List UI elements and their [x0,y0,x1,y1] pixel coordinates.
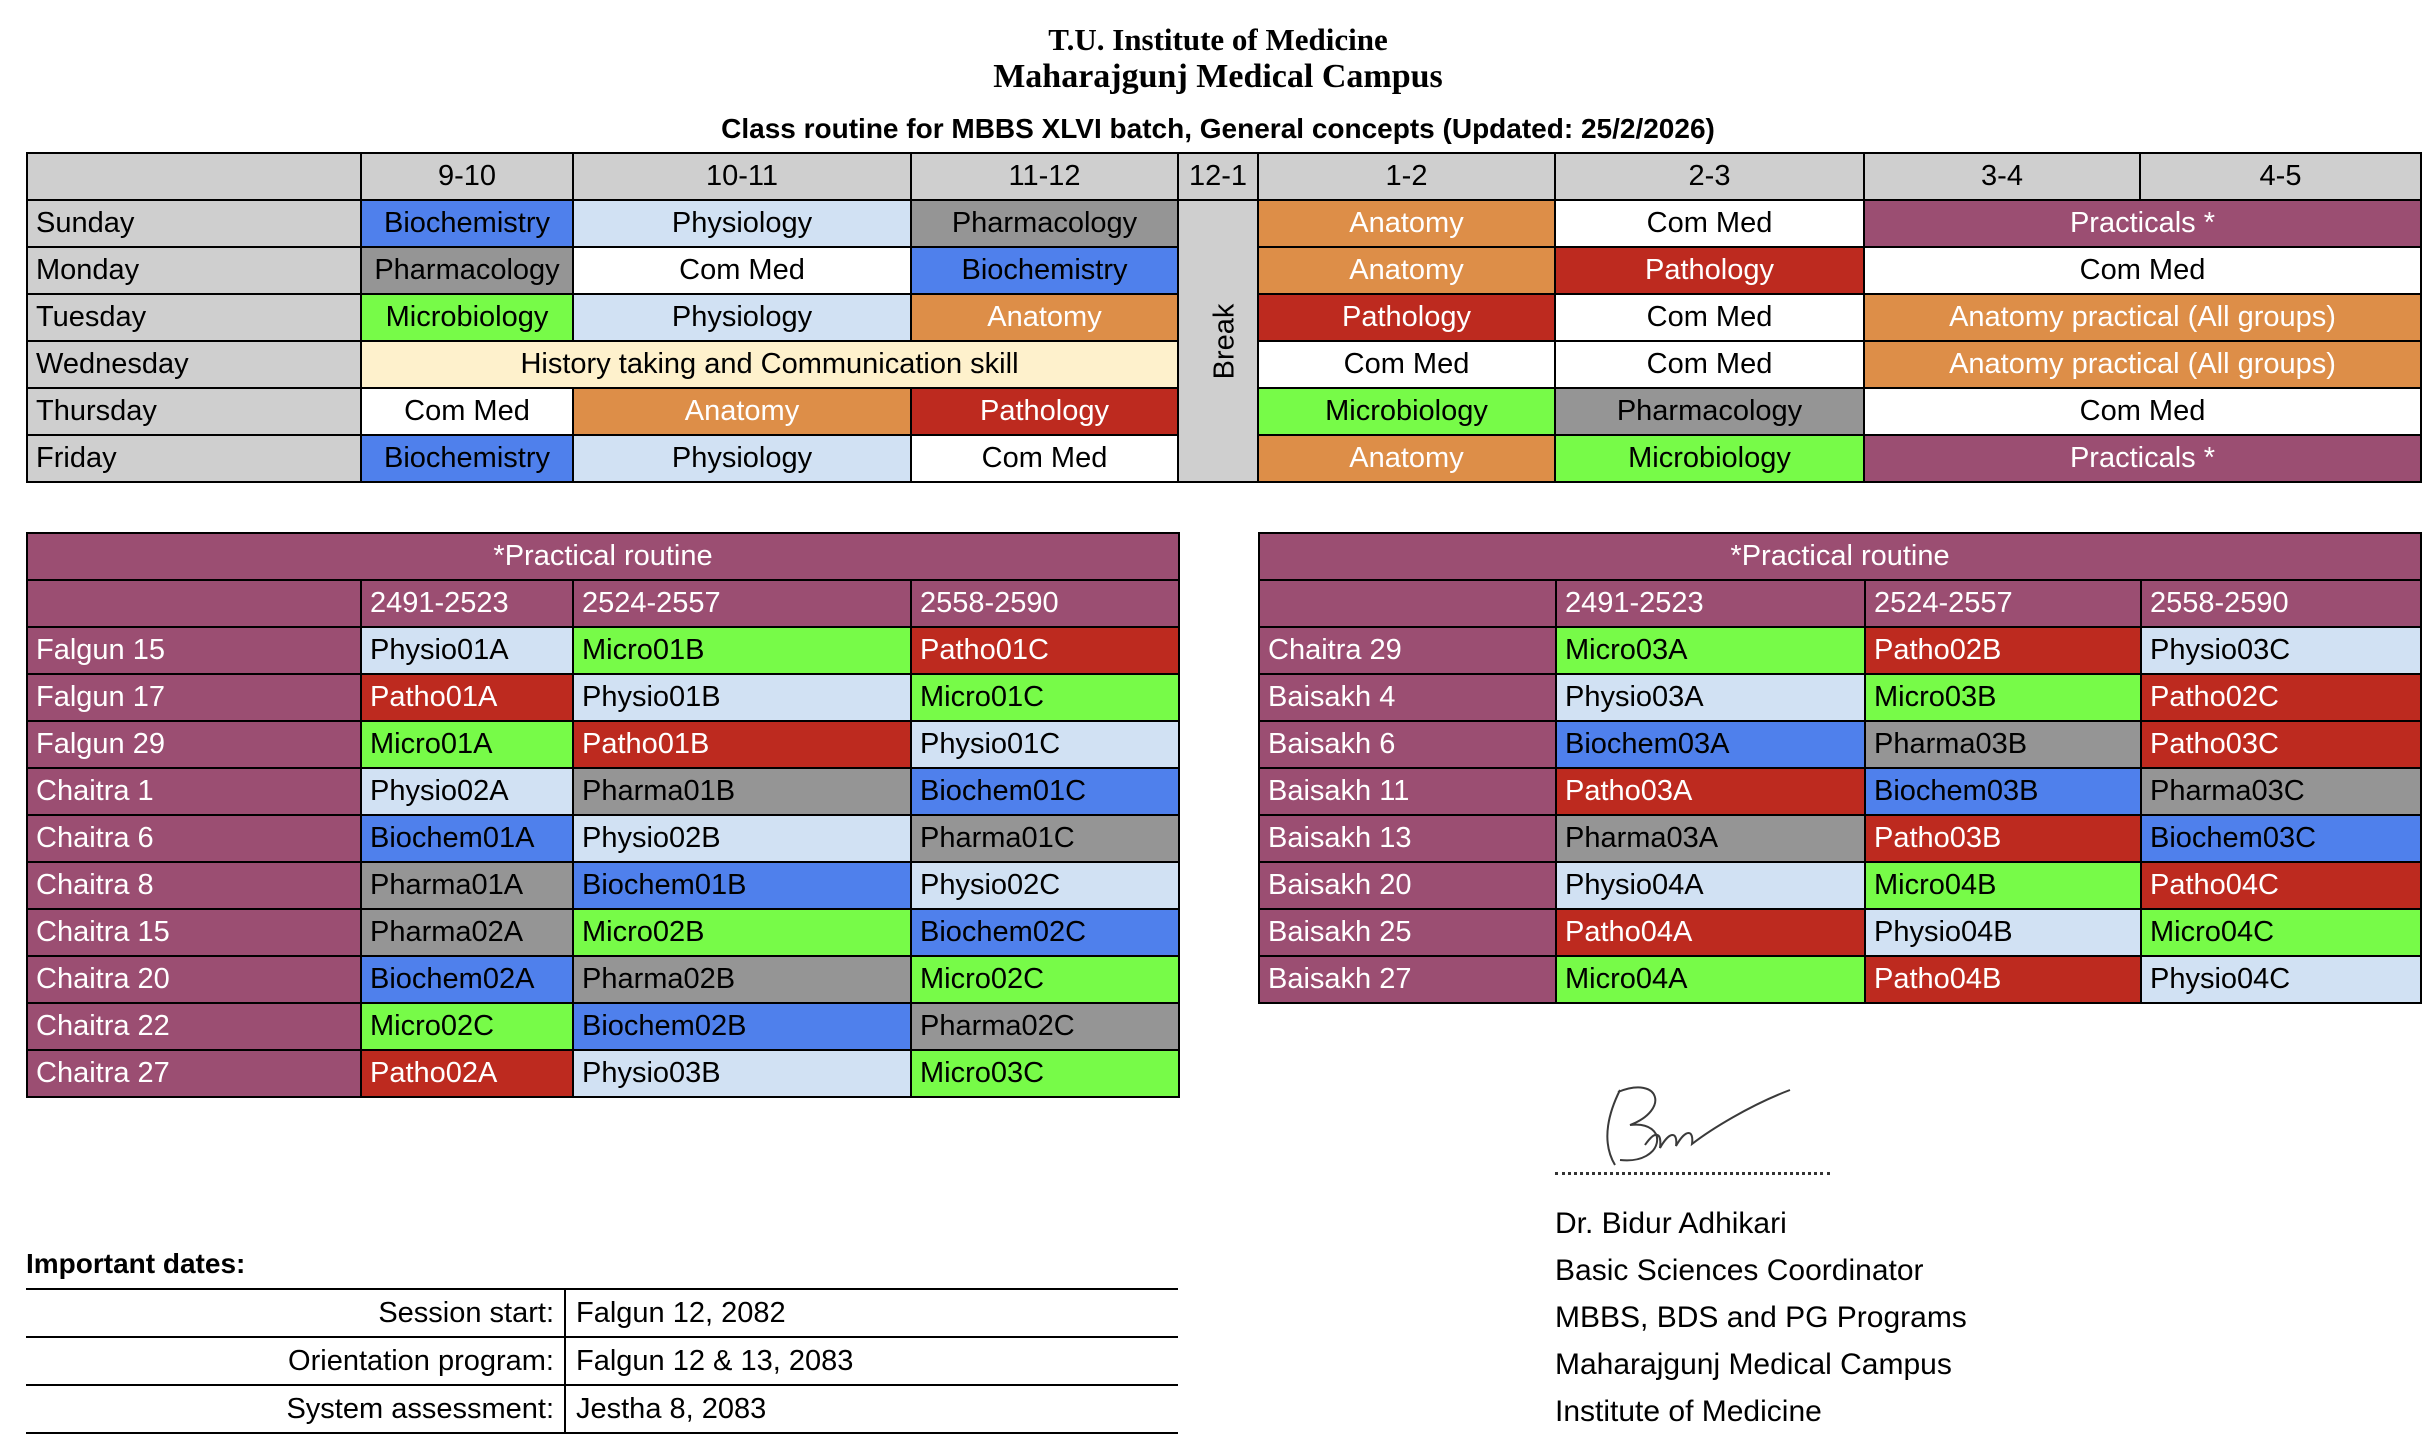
practical-routine-title: *Practical routine [27,533,1179,580]
handwritten-signature [1590,1070,1810,1180]
practical-group-cell: Patho04A [1556,909,1865,956]
practical-group-cell: Patho01A [361,674,573,721]
practical-group-cell: Micro02C [911,956,1179,1003]
practical-group-cell: Physio03C [2141,627,2421,674]
day-label: Thursday [27,388,361,435]
practical-date: Baisakh 6 [1259,721,1556,768]
practical-group-cell: Physio04C [2141,956,2421,1003]
practical-group-cell: Biochem02A [361,956,573,1003]
practical-group-cell: Micro02B [573,909,911,956]
practical-row [1259,815,2421,862]
practical-row [27,815,1179,862]
practical-group-cell: Micro04B [1865,862,2141,909]
class-cell: Biochemistry [361,435,573,482]
practical-routine-title: *Practical routine [1259,533,2421,580]
class-cell: Practicals * [1864,435,2421,482]
class-cell: Com Med [1555,294,1864,341]
date-row [26,1288,1178,1336]
practical-routine-table-right [1258,532,2422,1004]
day-label: Wednesday [27,341,361,388]
class-cell: Com Med [361,388,573,435]
practical-date: Baisakh 20 [1259,862,1556,909]
practical-group-cell: Patho02B [1865,627,2141,674]
class-cell: Com Med [1555,341,1864,388]
practical-row [1259,909,2421,956]
practical-group-cell: Pharma03A [1556,815,1865,862]
practical-date: Chaitra 6 [27,815,361,862]
class-cell: Physiology [573,200,911,247]
practical-group-cell: Patho04B [1865,956,2141,1003]
practical-row [27,956,1179,1003]
practical-group-cell: Biochem03C [2141,815,2421,862]
practical-group-cell: Physio03B [573,1050,911,1097]
practical-date: Chaitra 20 [27,956,361,1003]
practical-row [27,909,1179,956]
practical-date: Falgun 17 [27,674,361,721]
break-cell [1178,200,1258,482]
practical-routine-table-left [26,532,1180,1098]
practical-date: Baisakh 13 [1259,815,1556,862]
time-slot: 9-10 [361,153,573,200]
practical-group-cell: Physio01A [361,627,573,674]
institute-title: T.U. Institute of Medicine [1048,22,1388,57]
date-row [26,1384,1178,1434]
group-header: 2524-2557 [1865,580,2141,627]
group-header: 2558-2590 [2141,580,2421,627]
signature-line [1555,1172,1830,1175]
practical-date: Chaitra 22 [27,1003,361,1050]
practical-group-cell: Biochem01A [361,815,573,862]
date-value: Falgun 12, 2082 [576,1296,786,1329]
class-cell: Pathology [911,388,1178,435]
campus-title: Maharajgunj Medical Campus [993,58,1443,95]
group-header-blank [27,580,361,627]
practical-row [27,674,1179,721]
group-header: 2524-2557 [573,580,911,627]
practical-group-cell: Micro03C [911,1050,1179,1097]
class-cell: Pathology [1555,247,1864,294]
group-header: 2558-2590 [911,580,1179,627]
date-label: Session start: [26,1290,566,1336]
practical-date: Baisakh 11 [1259,768,1556,815]
class-cell: Com Med [1864,247,2421,294]
practical-row [27,721,1179,768]
time-slot: 4-5 [2140,153,2421,200]
day-row-sunday [27,200,2421,247]
class-cell: Pharmacology [1555,388,1864,435]
time-slot: 10-11 [573,153,911,200]
time-slot: 12-1 [1178,153,1258,200]
class-cell: Anatomy [1258,200,1555,247]
practical-group-cell: Physio01B [573,674,911,721]
class-cell: Pharmacology [911,200,1178,247]
practical-group-cell: Patho04C [2141,862,2421,909]
practical-row [1259,862,2421,909]
day-label: Friday [27,435,361,482]
practical-row [1259,674,2421,721]
date-label: System assessment: [26,1386,566,1432]
class-cell: Com Med [1555,200,1864,247]
practical-group-cell: Pharma02C [911,1003,1179,1050]
practical-group-cell: Micro03B [1865,674,2141,721]
time-slot: 11-12 [911,153,1178,200]
signatory-role: Basic Sciences Coordinator [1555,1254,1924,1287]
practical-group-cell: Pharma03C [2141,768,2421,815]
practical-group-cell: Pharma03B [1865,721,2141,768]
practical-group-cell: Pharma01A [361,862,573,909]
practical-group-cell: Physio03A [1556,674,1865,721]
routine-subtitle: Class routine for MBBS XLVI batch, General concepts (Updated: 25/2/2026) [721,113,1715,144]
class-cell: Biochemistry [361,200,573,247]
practical-date: Chaitra 27 [27,1050,361,1097]
class-cell: Microbiology [1555,435,1864,482]
class-cell: Anatomy [1258,247,1555,294]
class-cell: Anatomy [1258,435,1555,482]
signatory-block [1555,1200,1967,1435]
practical-row [1259,956,2421,1003]
practical-row [1259,721,2421,768]
practical-group-cell: Patho03B [1865,815,2141,862]
practical-row [27,627,1179,674]
practical-group-cell: Pharma01B [573,768,911,815]
practical-group-cell: Biochem01C [911,768,1179,815]
practical-group-cell: Physio01C [911,721,1179,768]
practical-group-cell: Micro04C [2141,909,2421,956]
practical-group-cell: Physio04A [1556,862,1865,909]
time-slot: 1-2 [1258,153,1555,200]
class-cell: Biochemistry [911,247,1178,294]
important-dates [26,1248,1178,1434]
date-row [26,1336,1178,1384]
corner-cell [27,153,361,200]
practical-row [27,1050,1179,1097]
practical-date: Falgun 15 [27,627,361,674]
date-label: Orientation program: [26,1338,566,1384]
break-label: Break [1208,303,1241,379]
date-value: Jestha 8, 2083 [576,1392,767,1425]
practical-date: Baisakh 25 [1259,909,1556,956]
practical-group-cell: Physio02A [361,768,573,815]
group-header: 2491-2523 [1556,580,1865,627]
practical-group-cell: Micro01A [361,721,573,768]
practical-group-cell: Micro01C [911,674,1179,721]
signatory-name: Dr. Bidur Adhikari [1555,1207,1787,1240]
day-label: Tuesday [27,294,361,341]
practical-group-cell: Pharma02B [573,956,911,1003]
class-cell: Pharmacology [361,247,573,294]
class-cell: Practicals * [1864,200,2421,247]
class-cell: Com Med [1864,388,2421,435]
class-cell: Anatomy [911,294,1178,341]
practical-row [27,862,1179,909]
practical-group-cell: Pharma01C [911,815,1179,862]
practical-date: Baisakh 4 [1259,674,1556,721]
class-cell: Com Med [1258,341,1555,388]
practical-group-cell: Patho03C [2141,721,2421,768]
class-cell: Com Med [911,435,1178,482]
class-cell: Anatomy practical (All groups) [1864,294,2421,341]
class-cell: Pathology [1258,294,1555,341]
practical-group-cell: Physio02C [911,862,1179,909]
practical-group-cell: Biochem03A [1556,721,1865,768]
signatory-campus: Maharajgunj Medical Campus [1555,1348,1952,1381]
class-cell: Anatomy [573,388,911,435]
practical-date: Falgun 29 [27,721,361,768]
group-header: 2491-2523 [361,580,573,627]
time-header-row [27,153,2421,200]
practical-group-cell: Biochem01B [573,862,911,909]
important-dates-title: Important dates: [26,1248,246,1279]
practical-group-cell: Patho02C [2141,674,2421,721]
practical-group-cell: Physio04B [1865,909,2141,956]
practical-date: Chaitra 15 [27,909,361,956]
practical-group-cell: Biochem02B [573,1003,911,1050]
time-slot: 3-4 [1864,153,2140,200]
practical-group-cell: Pharma02A [361,909,573,956]
day-label: Monday [27,247,361,294]
practical-date: Chaitra 8 [27,862,361,909]
practical-group-cell: Micro02C [361,1003,573,1050]
practical-row [27,768,1179,815]
practical-group-cell: Patho01C [911,627,1179,674]
practical-row [27,1003,1179,1050]
practical-group-cell: Physio02B [573,815,911,862]
practical-group-cell: Biochem02C [911,909,1179,956]
practical-row [1259,627,2421,674]
class-cell: Com Med [573,247,911,294]
date-value: Falgun 12 & 13, 2083 [576,1344,854,1377]
class-cell: Microbiology [1258,388,1555,435]
practical-group-cell: Micro03A [1556,627,1865,674]
practical-date: Chaitra 29 [1259,627,1556,674]
signatory-institute: Institute of Medicine [1555,1395,1822,1428]
practical-group-cell: Patho01B [573,721,911,768]
class-cell: Microbiology [361,294,573,341]
class-cell: Physiology [573,435,911,482]
day-label: Sunday [27,200,361,247]
class-cell: History taking and Communication skill [361,341,1178,388]
practical-row [1259,768,2421,815]
class-routine-table [26,152,2422,483]
practical-group-cell: Micro01B [573,627,911,674]
time-slot: 2-3 [1555,153,1864,200]
signatory-programs: MBBS, BDS and PG Programs [1555,1301,1967,1334]
group-header-blank [1259,580,1556,627]
practical-date: Baisakh 27 [1259,956,1556,1003]
practical-group-cell: Patho02A [361,1050,573,1097]
practical-date: Chaitra 1 [27,768,361,815]
class-cell: Physiology [573,294,911,341]
class-cell: Anatomy practical (All groups) [1864,341,2421,388]
practical-group-cell: Patho03A [1556,768,1865,815]
practical-group-cell: Biochem03B [1865,768,2141,815]
practical-group-cell: Micro04A [1556,956,1865,1003]
